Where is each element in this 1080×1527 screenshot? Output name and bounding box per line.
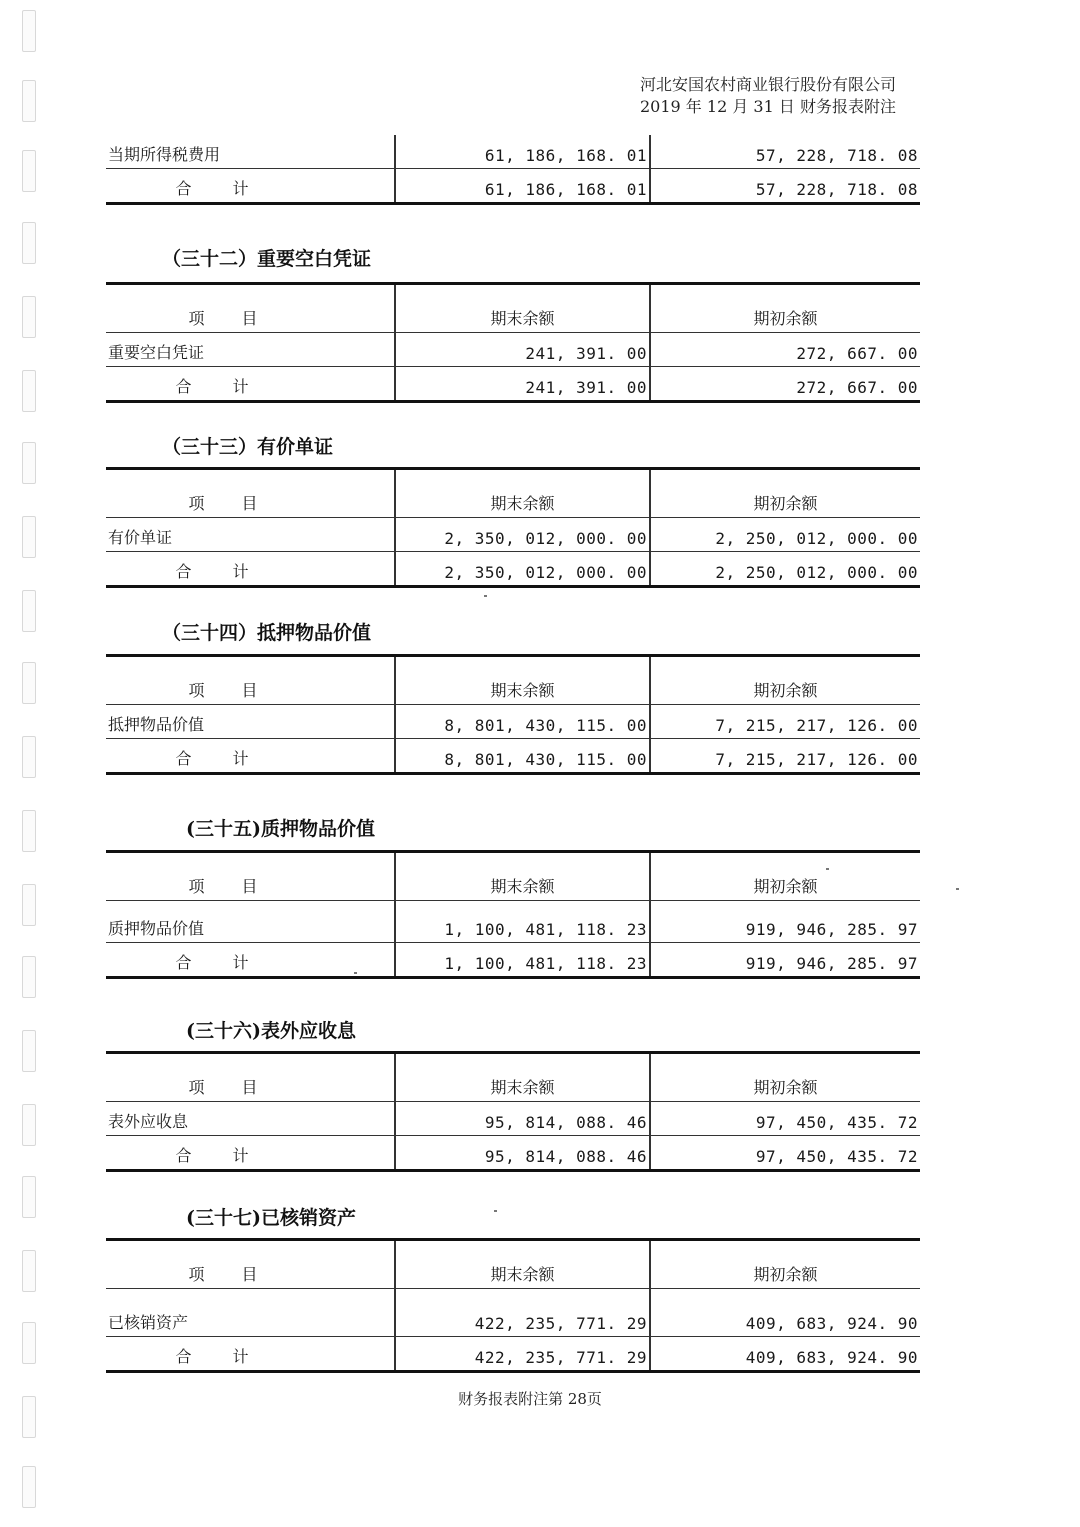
row-end-balance: 241, 391. 00 [395,333,650,367]
scan-speck [956,888,959,890]
row-begin-balance: 97, 450, 435. 72 [650,1136,920,1171]
table-row [106,518,920,552]
mortgage-value-table [106,654,920,775]
row-end-balance: 422, 235, 771. 29 [395,1337,650,1372]
table-total-row [106,739,920,774]
table-total-row [106,367,920,402]
section-title: (三十五)质押物品价值 [186,818,375,840]
table-row [106,333,920,367]
row-end-balance: 61, 186, 168. 01 [395,135,650,169]
column-header-item: 项 目 [106,656,395,705]
column-header-begin: 期初余额 [650,1053,920,1102]
column-header-begin: 期初余额 [650,469,920,518]
row-begin-balance: 409, 683, 924. 90 [650,1289,920,1337]
written-off-assets-table [106,1238,920,1373]
binding-hole [22,1104,36,1146]
row-begin-balance: 272, 667. 00 [650,333,920,367]
row-end-balance: 95, 814, 088. 46 [395,1102,650,1136]
column-header-item: 项 目 [106,852,395,901]
row-item: 重要空白凭证 [106,333,395,367]
binding-hole [22,1176,36,1218]
row-item: 合 计 [175,749,267,768]
column-header-begin: 期初余额 [650,1240,920,1289]
table-row [106,705,920,739]
binding-hole [22,1466,36,1508]
binding-hole [22,884,36,926]
table-header-row [106,284,920,333]
binding-hole [22,662,36,704]
binding-hole [22,370,36,412]
column-header-item: 项 目 [106,1053,395,1102]
table-header-row [106,1240,920,1289]
column-header-item: 项 目 [106,1240,395,1289]
row-end-balance: 241, 391. 00 [395,367,650,402]
binding-hole [22,296,36,338]
table-total-row [106,1337,920,1372]
column-header-end: 期末余额 [395,1240,650,1289]
column-header-begin: 期初余额 [650,656,920,705]
column-header-end: 期末余额 [395,852,650,901]
column-header-item: 项 目 [106,284,395,333]
section-title: （三十三）有价单证 [162,436,334,458]
table-row [106,1102,920,1136]
section-title: (三十七)已核销资产 [186,1207,356,1229]
row-end-balance: 8, 801, 430, 115. 00 [395,739,650,774]
row-begin-balance: 272, 667. 00 [650,367,920,402]
binding-hole [22,956,36,998]
row-item: 有价单证 [106,518,395,552]
binding-hole [22,222,36,264]
binding-hole [22,516,36,558]
table-row [106,901,920,943]
row-item: 表外应收息 [106,1102,395,1136]
page-footer: 财务报表附注第 28页 [458,1390,602,1408]
row-item: 已核销资产 [106,1289,395,1337]
row-end-balance: 61, 186, 168. 01 [395,169,650,204]
row-begin-balance: 409, 683, 924. 90 [650,1337,920,1372]
binding-hole [22,10,36,52]
column-header-begin: 期初余额 [650,284,920,333]
row-item: 质押物品价值 [106,901,395,943]
binding-hole [22,80,36,122]
row-end-balance: 2, 350, 012, 000. 00 [395,518,650,552]
binding-hole [22,810,36,852]
valuable-documents-table [106,467,920,588]
row-item: 抵押物品价值 [106,705,395,739]
row-begin-balance: 2, 250, 012, 000. 00 [650,552,920,587]
scan-speck [494,1210,497,1212]
scan-speck [826,868,829,870]
row-end-balance: 95, 814, 088. 46 [395,1136,650,1171]
binding-hole [22,1030,36,1072]
binding-hole [22,1250,36,1292]
column-header-end: 期末余额 [395,656,650,705]
row-begin-balance: 97, 450, 435. 72 [650,1102,920,1136]
row-end-balance: 1, 100, 481, 118. 23 [395,901,650,943]
table-total-row [106,1136,920,1171]
table-total-row [106,943,920,978]
report-date: 2019 年 12 月 31 日 财务报表附注 [640,97,896,116]
table-total-row [106,169,920,204]
column-header-end: 期末余额 [395,1053,650,1102]
row-begin-balance: 7, 215, 217, 126. 00 [650,705,920,739]
off-balance-interest-table [106,1051,920,1172]
row-end-balance: 422, 235, 771. 29 [395,1289,650,1337]
page-header [640,74,896,118]
row-item: 合 计 [175,562,267,581]
scan-speck [484,595,487,597]
table-row [106,1289,920,1337]
column-header-end: 期末余额 [395,284,650,333]
row-begin-balance: 919, 946, 285. 97 [650,943,920,978]
row-item: 合 计 [175,377,267,396]
binding-hole [22,1322,36,1364]
pledge-value-table [106,850,920,979]
row-end-balance: 2, 350, 012, 000. 00 [395,552,650,587]
binding-holes [18,0,38,1527]
row-item: 当期所得税费用 [106,135,395,169]
row-item: 合 计 [175,1146,267,1165]
column-header-item: 项 目 [106,469,395,518]
binding-hole [22,590,36,632]
row-item: 合 计 [175,179,267,198]
row-begin-balance: 57, 228, 718. 08 [650,169,920,204]
row-item: 合 计 [175,953,267,972]
table-total-row [106,552,920,587]
row-end-balance: 8, 801, 430, 115. 00 [395,705,650,739]
binding-hole [22,736,36,778]
table-header-row [106,469,920,518]
section-title: (三十六)表外应收息 [186,1020,356,1042]
column-header-begin: 期初余额 [650,852,920,901]
binding-hole [22,150,36,192]
section-title: （三十四）抵押物品价值 [162,622,372,644]
table-header-row [106,852,920,901]
binding-hole [22,442,36,484]
row-begin-balance: 919, 946, 285. 97 [650,901,920,943]
blank-voucher-table [106,282,920,403]
row-begin-balance: 7, 215, 217, 126. 00 [650,739,920,774]
row-begin-balance: 2, 250, 012, 000. 00 [650,518,920,552]
row-item: 合 计 [175,1347,267,1366]
column-header-end: 期末余额 [395,469,650,518]
table-header-row [106,1053,920,1102]
income-tax-table [106,135,920,205]
scan-speck [354,972,357,974]
section-title: （三十二）重要空白凭证 [162,248,372,270]
table-header-row [106,656,920,705]
row-begin-balance: 57, 228, 718. 08 [650,135,920,169]
table-row [106,135,920,169]
row-end-balance: 1, 100, 481, 118. 23 [395,943,650,978]
company-name: 河北安国农村商业银行股份有限公司 [640,75,897,94]
